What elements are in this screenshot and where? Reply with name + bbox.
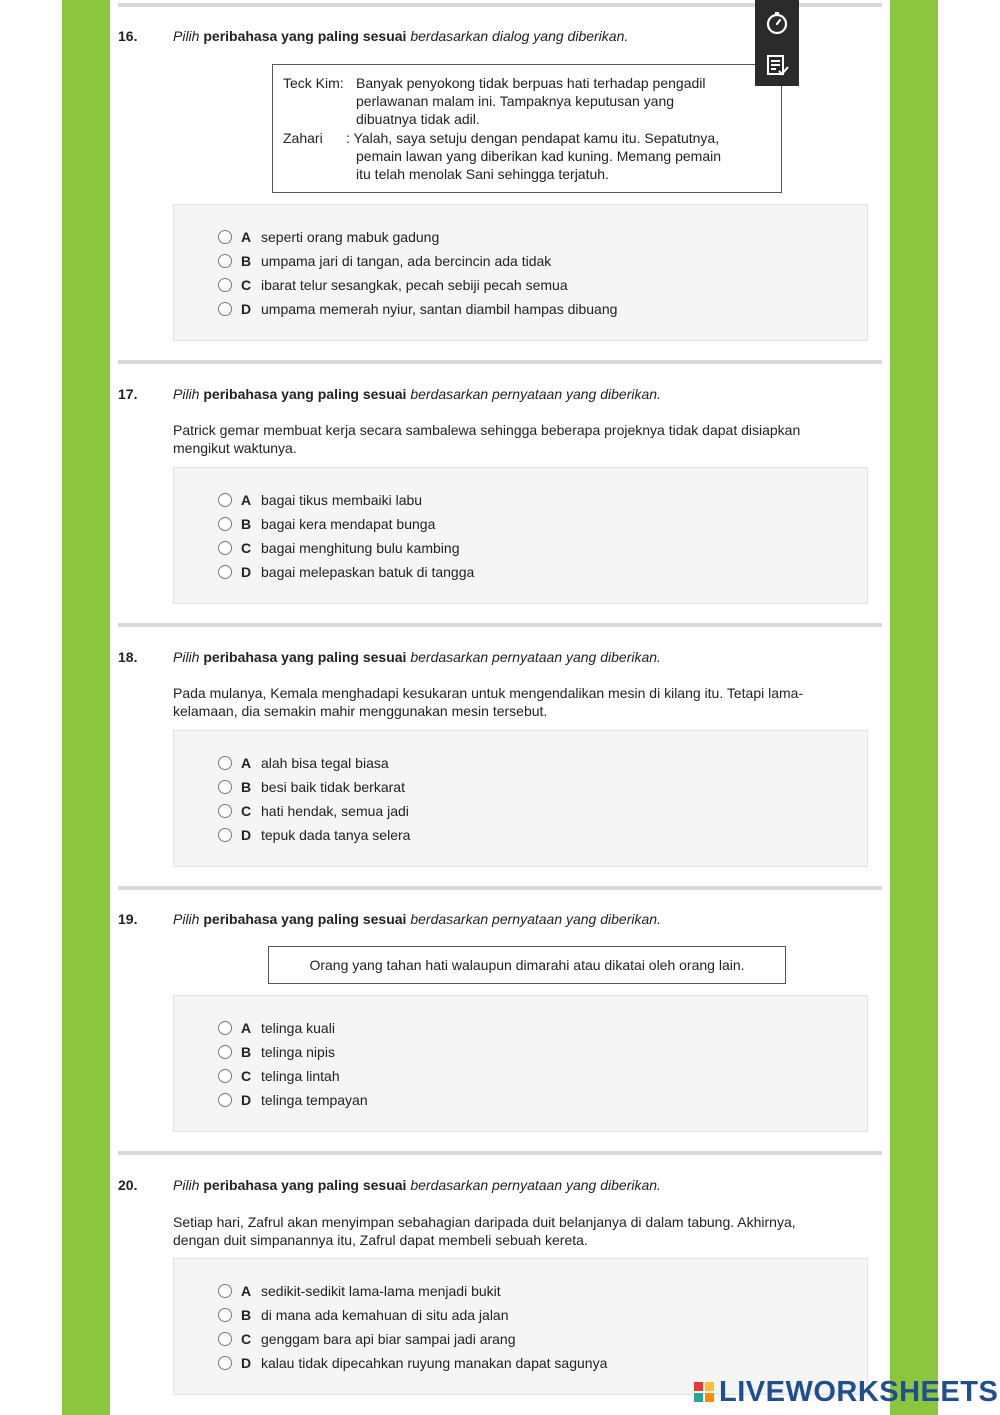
statement-text — [173, 1213, 878, 1249]
dialog-speaker: Zahari — [283, 130, 323, 146]
statement-line: Patrick gemar membuat kerja secara sambalewa sehingga beberapa projeknya tidak dapat disiapkan — [173, 422, 801, 438]
option-a[interactable]: A telinga kuali — [218, 1018, 335, 1038]
question-number: 19. — [118, 911, 138, 927]
radio-button[interactable] — [218, 1093, 232, 1107]
statement-text — [173, 421, 878, 457]
radio-button[interactable] — [218, 1308, 232, 1322]
question-prompt: Pilih peribahasa yang paling sesuai berdasarkan dialog yang diberikan. — [173, 28, 629, 44]
right-green-border — [890, 0, 938, 1415]
radio-button[interactable] — [218, 565, 232, 579]
radio-button[interactable] — [218, 1332, 232, 1346]
radio-button[interactable] — [218, 1356, 232, 1370]
liveworksheets-logo[interactable] — [694, 1376, 998, 1408]
question-number: 17. — [118, 386, 138, 402]
option-b[interactable]: B umpama jari di tangan, ada bercincin ada tidak — [218, 251, 551, 271]
radio-button[interactable] — [218, 1069, 232, 1083]
option-b[interactable]: B bagai kera mendapat bunga — [218, 514, 435, 534]
logo-text: LIVEWORKSHEETS — [719, 1375, 999, 1408]
statement-box: Orang yang tahan hati walaupun dimarahi atau dikatai oleh orang lain. — [268, 946, 786, 984]
radio-button[interactable] — [218, 230, 232, 244]
dialog-line: : Yalah, saya setuju dengan pendapat kamu itu. Sepatutnya, — [346, 130, 720, 146]
divider — [118, 360, 882, 364]
divider — [118, 1151, 882, 1155]
radio-button[interactable] — [218, 1021, 232, 1035]
question-number: 20. — [118, 1177, 138, 1193]
options-box — [173, 730, 868, 867]
dialog-line: perlawanan malam ini. Tampaknya keputusan yang — [356, 93, 675, 109]
check-answers-button[interactable] — [755, 44, 799, 86]
option-d[interactable]: D tepuk dada tanya selera — [218, 825, 410, 845]
radio-button[interactable] — [218, 493, 232, 507]
radio-button[interactable] — [218, 302, 232, 316]
option-a[interactable]: A bagai tikus membaiki labu — [218, 490, 422, 510]
radio-button[interactable] — [218, 780, 232, 794]
question-number: 16. — [118, 28, 138, 44]
radio-button[interactable] — [218, 278, 232, 292]
option-a[interactable]: A alah bisa tegal biasa — [218, 753, 389, 773]
option-b[interactable]: B di mana ada kemahuan di situ ada jalan — [218, 1305, 509, 1325]
statement-line: kelamaan, dia semakin mahir menggunakan mesin tersebut. — [173, 703, 548, 719]
statement-text — [173, 684, 878, 720]
option-d[interactable]: D kalau tidak dipecahkan ruyung manakan dapat sagunya — [218, 1353, 607, 1373]
dialog-box — [272, 64, 782, 193]
question-prompt: Pilih peribahasa yang paling sesuai berdasarkan pernyataan yang diberikan. — [173, 649, 661, 665]
question-prompt: Pilih peribahasa yang paling sesuai berdasarkan pernyataan yang diberikan. — [173, 1177, 661, 1193]
options-box — [173, 995, 868, 1132]
question-prompt: Pilih peribahasa yang paling sesuai berdasarkan pernyataan yang diberikan. — [173, 911, 661, 927]
option-c[interactable]: C bagai menghitung bulu kambing — [218, 538, 459, 558]
radio-button[interactable] — [218, 1284, 232, 1298]
option-c[interactable]: C hati hendak, semua jadi — [218, 801, 409, 821]
statement-line: Setiap hari, Zafrul akan menyimpan sebahagian daripada duit belanjanya di dalam tabung. Akhirnya, — [173, 1214, 796, 1230]
option-a[interactable]: A seperti orang mabuk gadung — [218, 227, 439, 247]
timer-button[interactable] — [755, 2, 799, 44]
radio-button[interactable] — [218, 756, 232, 770]
dialog-line: itu telah menolak Sani sehingga terjatuh. — [356, 166, 609, 182]
option-c[interactable]: C telinga lintah — [218, 1066, 340, 1086]
radio-button[interactable] — [218, 804, 232, 818]
options-box — [173, 204, 868, 341]
dialog-line: pemain lawan yang diberikan kad kuning. Memang pemain — [356, 148, 721, 164]
option-d[interactable]: D bagai melepaskan batuk di tangga — [218, 562, 474, 582]
tool-panel — [755, 0, 799, 86]
options-box — [173, 467, 868, 604]
check-list-icon — [764, 52, 790, 78]
statement-line: Pada mulanya, Kemala menghadapi kesukaran untuk mengendalikan mesin di kilang itu. Tetapi lama- — [173, 685, 804, 701]
dialog-line: dibuatnya tidak adil. — [356, 111, 480, 127]
radio-button[interactable] — [218, 828, 232, 842]
left-green-border — [62, 0, 110, 1415]
radio-button[interactable] — [218, 1045, 232, 1059]
question-prompt: Pilih peribahasa yang paling sesuai berdasarkan pernyataan yang diberikan. — [173, 386, 661, 402]
option-b[interactable]: B telinga nipis — [218, 1042, 335, 1062]
question-number: 18. — [118, 649, 138, 665]
timer-icon — [764, 10, 790, 36]
dialog-line: Banyak penyokong tidak berpuas hati terhadap pengadil — [356, 75, 706, 91]
option-a[interactable]: A sedikit-sedikit lama-lama menjadi bukit — [218, 1281, 501, 1301]
logo-mark-icon — [694, 1382, 714, 1402]
statement-line: mengikut waktunya. — [173, 440, 297, 456]
divider — [118, 623, 882, 627]
option-c[interactable]: C genggam bara api biar sampai jadi arang — [218, 1329, 516, 1349]
option-d[interactable]: D umpama memerah nyiur, santan diambil hampas dibuang — [218, 299, 617, 319]
statement-line: dengan duit simpanannya itu, Zafrul dapat membeli sebuah kereta. — [173, 1232, 588, 1248]
dialog-speaker: Teck Kim: — [283, 75, 344, 91]
radio-button[interactable] — [218, 541, 232, 555]
options-box — [173, 1258, 868, 1395]
divider — [118, 886, 882, 890]
option-d[interactable]: D telinga tempayan — [218, 1090, 368, 1110]
option-b[interactable]: B besi baik tidak berkarat — [218, 777, 405, 797]
radio-button[interactable] — [218, 517, 232, 531]
radio-button[interactable] — [218, 254, 232, 268]
option-c[interactable]: C ibarat telur sesangkak, pecah sebiji pecah semua — [218, 275, 568, 295]
